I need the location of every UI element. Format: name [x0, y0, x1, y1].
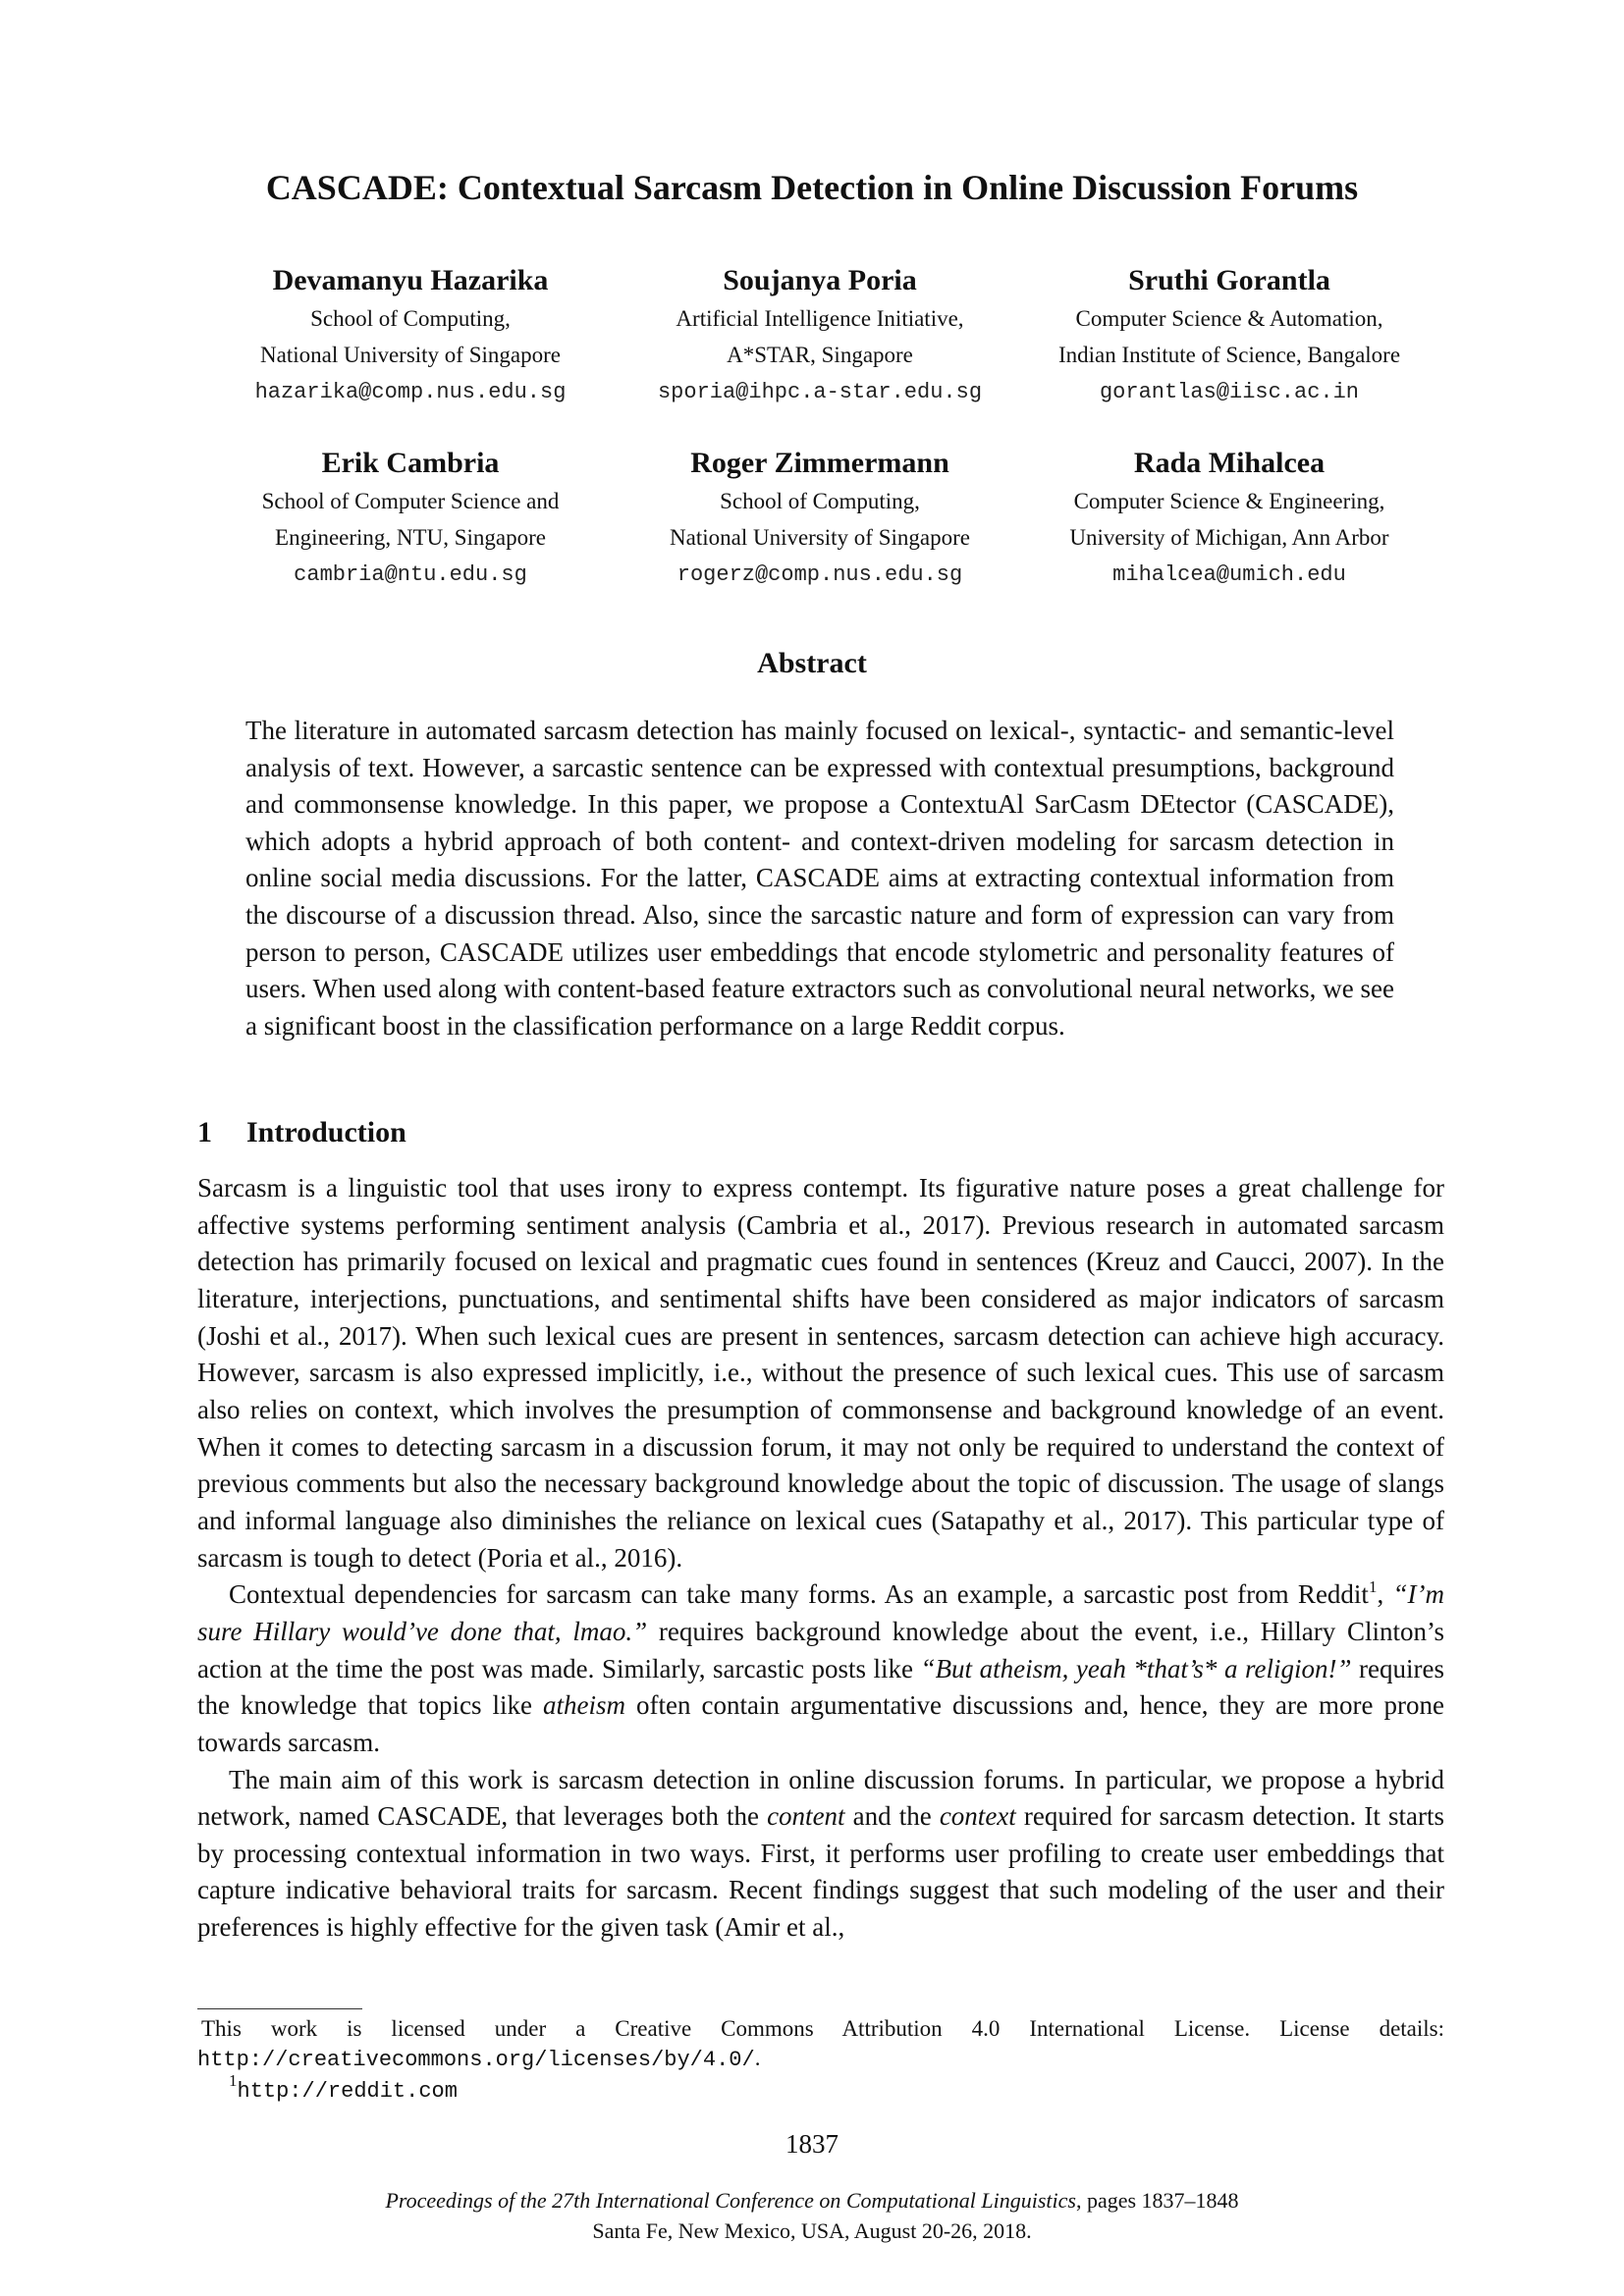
author-affiliation: Artificial Intelligence Initiative, [676, 306, 964, 331]
author-affiliation: Indian Institute of Science, Bangalore [1057, 343, 1401, 367]
author-affiliation: University of Michigan, Ann Arbor [1069, 525, 1389, 550]
author-block [604, 261, 1036, 412]
author-name: Devamanyu Hazarika [272, 264, 549, 296]
text-run: requires background knowledge about the event, i.e., Hillary Clinton’s action at the time the post was made. Similarly, sarcastic posts like [197, 1616, 1445, 1683]
footnote-marker[interactable]: 1 [1368, 1577, 1378, 1597]
proceedings-location: Santa Fe, New Mexico, USA, August 20-26, 2018. [592, 2218, 1032, 2243]
quote: “I’m sure Hillary would’ve done that, lmao.” [197, 1579, 1445, 1646]
emphasis: atheism [543, 1690, 626, 1721]
author-name: Sruthi Gorantla [1128, 264, 1330, 296]
quote: “But atheism, yeah *that’s* a religion!” [920, 1653, 1352, 1683]
author-email[interactable]: mihalcea@umich.edu [1112, 562, 1346, 587]
author-affiliation: Engineering, NTU, Singapore [275, 525, 546, 550]
author-name: Erik Cambria [321, 447, 500, 479]
author-block [194, 261, 626, 412]
text-run: and the [844, 1801, 940, 1832]
author-email[interactable]: rogerz@comp.nus.edu.sg [677, 562, 963, 587]
license-footnote [197, 2014, 1444, 2075]
text-run: The main aim of this work is sarcasm detection in online discussion forums. In particular, we propose a hybrid network, named CASCADE, that leverages both the [197, 1764, 1444, 1832]
footnotes [197, 2014, 1444, 2107]
paragraph [197, 1576, 1444, 1761]
author-affiliation: Computer Science & Engineering, [1073, 489, 1385, 513]
author-email[interactable]: cambria@ntu.edu.sg [294, 562, 527, 587]
section-title: Introduction [246, 1116, 406, 1148]
paragraph [197, 1762, 1444, 1947]
author-affiliation: School of Computing, [720, 489, 920, 513]
author-affiliation: A*STAR, Singapore [727, 343, 913, 367]
proceedings-line [0, 2185, 1624, 2216]
page-number: 1837 [785, 2129, 839, 2159]
footnote-text: This work is licensed under a Creative Commons Attribution 4.0 International License. License details: [201, 2016, 1444, 2041]
author-affiliation: Computer Science & Automation, [1075, 306, 1383, 331]
body-text [197, 1170, 1444, 1947]
text-run: , [1377, 1579, 1393, 1610]
section-number: 1 [197, 1116, 212, 1148]
proceedings-name: Proceedings of the 27th International Conference on Computational Linguistics [385, 2188, 1076, 2213]
author-email[interactable]: hazarika@comp.nus.edu.sg [254, 380, 567, 404]
section-heading [197, 1113, 406, 1152]
text-run: Contextual dependencies for sarcasm can take many forms. As an example, a sarcastic post from Reddit [229, 1579, 1369, 1610]
emphasis: context [939, 1801, 1016, 1832]
author-name: Soujanya Poria [723, 264, 917, 296]
emphasis: content [767, 1801, 845, 1832]
author-block [1013, 444, 1445, 595]
proceedings-footer [0, 2185, 1624, 2246]
footnote-text: . [754, 2046, 761, 2070]
abstract-text: The literature in automated sarcasm detection has mainly focused on lexical-, syntactic- and semantic-level analysis of text. However, a sarcastic sentence can be expressed with contextual presumptions, background and commonsense knowledge. In this paper, we propose a ContextuAl SarCasm DEtector (CASCADE), which adopts a hybrid approach of both content- and context-driven modeling for sarcasm detection in online social media discussions. For the latter, CASCADE aims at extracting contextual information from the discourse of a discussion thread. Also, since the sarcastic nature and form of expression can vary from person to person, CASCADE utilizes user embeddings that encode stylometric and personality features of users. When used along with content-based feature extractors such as convolutional neural networks, we see a significant boost in the classification performance on a large Reddit corpus. [245, 716, 1394, 1041]
author-affiliation: National University of Singapore [670, 525, 970, 550]
author-email[interactable]: sporia@ihpc.a-star.edu.sg [657, 380, 983, 404]
author-affiliation: School of Computer Science and [261, 489, 560, 513]
footnote-rule [197, 2008, 362, 2009]
author-block [194, 444, 626, 595]
text-run: requires the knowledge that topics like [197, 1653, 1444, 1721]
author-name: Rada Mihalcea [1133, 447, 1326, 479]
text-run: often contain argumentative discussions and, hence, they are more prone towards sarcasm. [197, 1690, 1444, 1757]
text-run: required for sarcasm detection. It starts by processing contextual information in two ways. First, it performs user profiling to create user embeddings that capture indicative behavioral traits for sarcasm. Recent findings suggest that such modeling of the user and their preferences is highly effective for the given task (Amir et al., [197, 1801, 1444, 1943]
abstract-heading: Abstract [757, 647, 867, 679]
paper-title: CASCADE: Contextual Sarcasm Detection in Online Discussion Forums [265, 168, 1359, 207]
paragraph: Sarcasm is a linguistic tool that uses irony to express contempt. Its figurative nature poses a great challenge for affective systems performing sentiment analysis (Cambria et al., 2017). Previous research in automated sarcasm detection has primarily focused on lexical and pragmatic cues found in sentences (Kreuz and Caucci, 2007). In the literature, interjections, punctuations, and sentimental shifts have been considered as major indicators of sarcasm (Joshi et al., 2017). When such lexical cues are present in sentences, sarcasm detection can achieve high accuracy. However, sarcasm is also expressed implicitly, i.e., without the presence of such lexical cues. This use of sarcasm also relies on context, which involves the presumption of commonsense and background knowledge of an event. When it comes to detecting sarcasm in a discussion forum, it may not only be required to understand the context of previous comments but also the necessary background knowledge about the topic of discussion. The usage of slangs and informal language also diminishes the reliance on lexical cues (Satapathy et al., 2017). This particular type of sarcasm is tough to detect (Poria et al., 2016). [197, 1173, 1444, 1573]
author-affiliation: National University of Singapore [260, 343, 561, 367]
author-email[interactable]: gorantlas@iisc.ac.in [1099, 380, 1360, 404]
footnote-marker: 1 [229, 2071, 238, 2090]
reddit-link[interactable]: http://reddit.com [237, 2079, 458, 2104]
license-link[interactable]: http://creativecommons.org/licenses/by/4.0/ [197, 2048, 755, 2072]
footnote-1 [197, 2071, 1444, 2107]
author-block [1013, 261, 1445, 412]
author-block [604, 444, 1036, 595]
author-affiliation: School of Computing, [310, 306, 511, 331]
author-name: Roger Zimmermann [690, 447, 949, 479]
proceedings-pages: , pages 1837–1848 [1075, 2188, 1239, 2213]
